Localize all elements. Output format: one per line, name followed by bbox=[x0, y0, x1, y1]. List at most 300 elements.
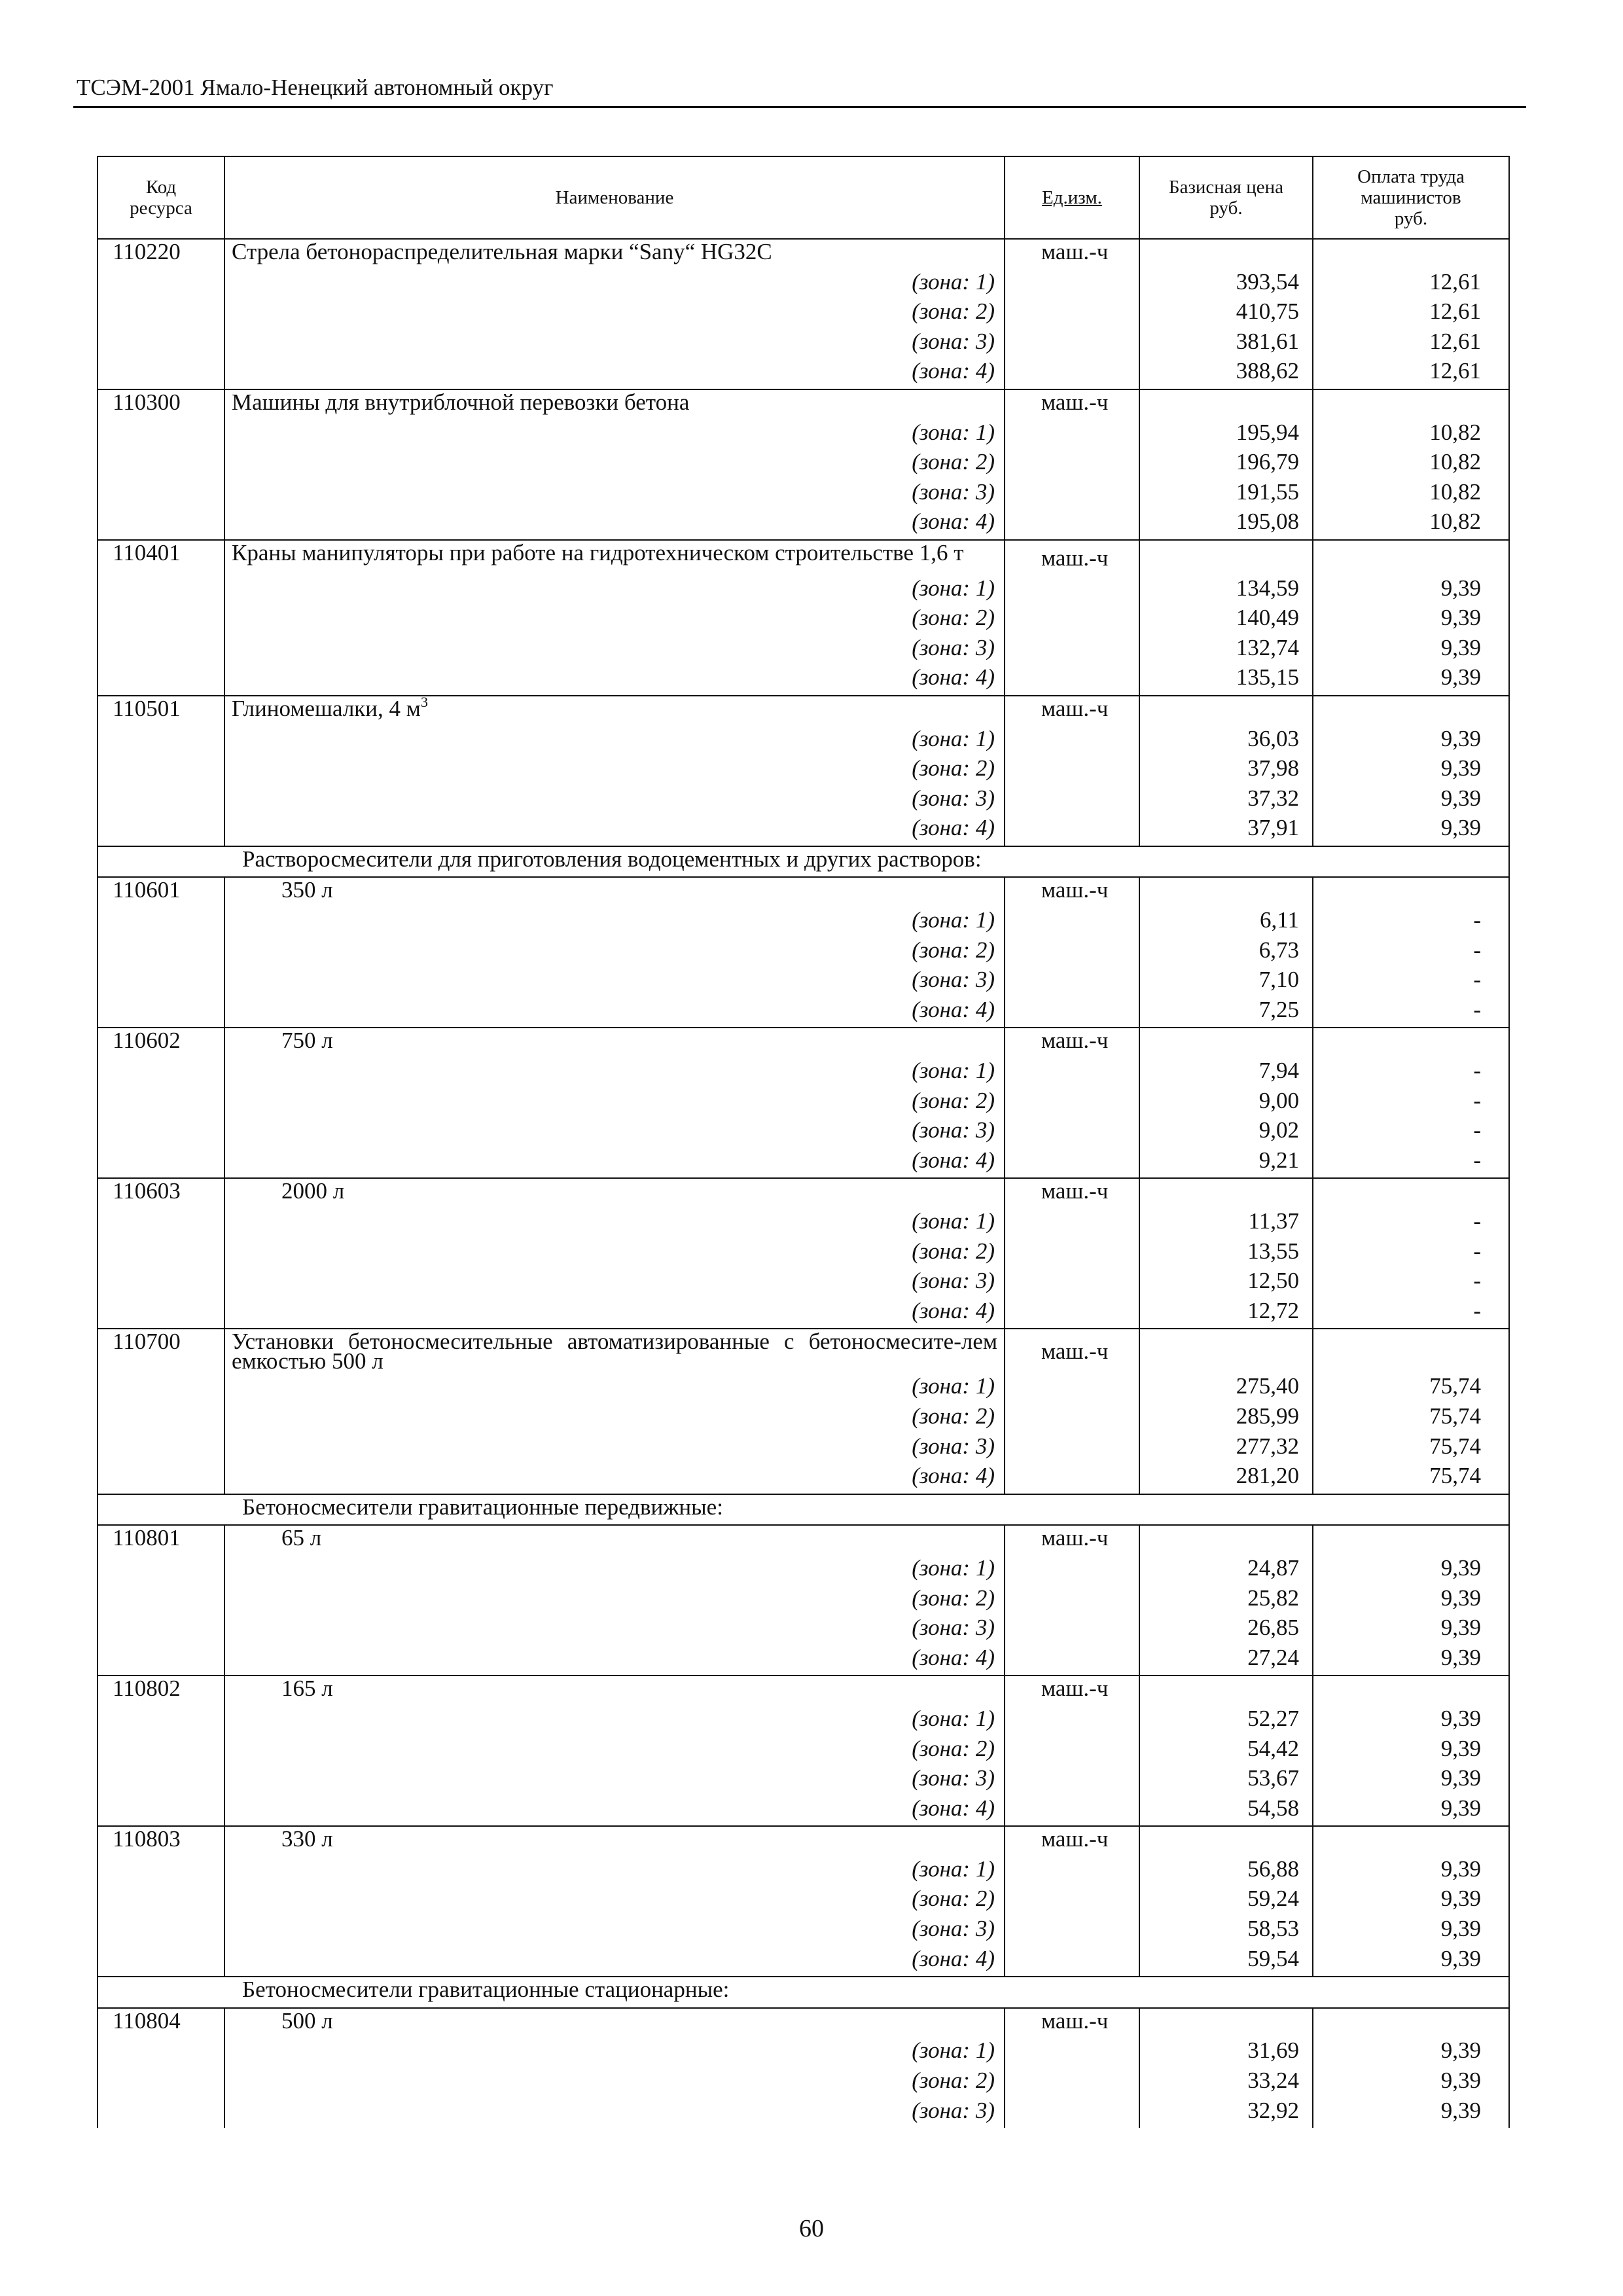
zone-code-empty bbox=[98, 270, 224, 300]
zone-row bbox=[98, 1916, 1509, 1946]
zone-base-price: 410,75 bbox=[1139, 299, 1313, 329]
zone-label: (зона: 3) bbox=[224, 1434, 1005, 1464]
zone-operator-pay: 9,39 bbox=[1313, 1706, 1509, 1736]
zone-operator-pay: 10,82 bbox=[1313, 450, 1509, 480]
resource-code: 110401 bbox=[98, 540, 224, 576]
zone-unit-empty bbox=[1005, 1374, 1139, 1404]
zone-label: (зона: 3) bbox=[224, 1615, 1005, 1645]
zone-label: (зона: 1) bbox=[224, 908, 1005, 938]
zone-unit-empty bbox=[1005, 450, 1139, 480]
resource-unit: маш.-ч bbox=[1005, 1525, 1139, 1556]
zone-unit-empty bbox=[1005, 1209, 1139, 1239]
group-heading: Бетоносмесители гравитационные стационарные: bbox=[98, 1977, 1509, 2008]
zone-unit-empty bbox=[1005, 605, 1139, 636]
zone-operator-pay: - bbox=[1313, 938, 1509, 968]
zone-operator-pay: 9,39 bbox=[1313, 1556, 1509, 1586]
zone-row bbox=[98, 908, 1509, 938]
zone-base-price: 33,24 bbox=[1139, 2068, 1313, 2098]
zone-base-price: 195,08 bbox=[1139, 509, 1313, 540]
zone-label: (зона: 2) bbox=[224, 1886, 1005, 1916]
zone-unit-empty bbox=[1005, 938, 1139, 968]
zone-unit-empty bbox=[1005, 1796, 1139, 1827]
zone-unit-empty bbox=[1005, 726, 1139, 757]
zone-operator-pay: - bbox=[1313, 997, 1509, 1028]
zone-label: (зона: 4) bbox=[224, 1148, 1005, 1179]
zone-base-price: 58,53 bbox=[1139, 1916, 1313, 1946]
resource-unit: маш.-ч bbox=[1005, 1676, 1139, 1706]
resource-price-empty bbox=[1139, 696, 1313, 726]
zone-unit-empty bbox=[1005, 1766, 1139, 1796]
zone-operator-pay: 75,74 bbox=[1313, 1463, 1509, 1494]
zone-code-empty bbox=[98, 329, 224, 359]
zone-row bbox=[98, 1148, 1509, 1179]
zone-unit-empty bbox=[1005, 967, 1139, 997]
resource-pay-empty bbox=[1313, 877, 1509, 908]
zone-unit-empty bbox=[1005, 420, 1139, 450]
zone-code-empty bbox=[98, 1916, 224, 1946]
zone-code-empty bbox=[98, 450, 224, 480]
zone-base-price: 37,91 bbox=[1139, 816, 1313, 846]
resource-row bbox=[98, 239, 1509, 270]
zone-code-empty bbox=[98, 1556, 224, 1586]
zone-code-empty bbox=[98, 420, 224, 450]
zone-label: (зона: 2) bbox=[224, 2068, 1005, 2098]
resource-name-text: Краны манипуляторы при работе на гидротехническом строительстве 1,6 т bbox=[232, 539, 964, 565]
group-heading-row bbox=[98, 1977, 1509, 2008]
resource-name-text: Установки бетоносмесительные автоматизированные с бетоносмесите-лем емкостью 500 л bbox=[232, 1329, 997, 1374]
zone-operator-pay: - bbox=[1313, 1118, 1509, 1148]
zone-label: (зона: 1) bbox=[224, 2038, 1005, 2068]
zone-row bbox=[98, 480, 1509, 510]
resource-unit: маш.-ч bbox=[1005, 1329, 1139, 1374]
zone-label: (зона: 1) bbox=[224, 1857, 1005, 1887]
zone-operator-pay: 9,39 bbox=[1313, 636, 1509, 666]
zone-row bbox=[98, 938, 1509, 968]
zone-operator-pay: 12,61 bbox=[1313, 329, 1509, 359]
resource-price-empty bbox=[1139, 1329, 1313, 1374]
resource-name-text: 65 л bbox=[281, 1525, 322, 1551]
zone-label: (зона: 1) bbox=[224, 1058, 1005, 1088]
zone-label: (зона: 4) bbox=[224, 509, 1005, 540]
zone-base-price: 32,92 bbox=[1139, 2098, 1313, 2128]
zone-code-empty bbox=[98, 816, 224, 846]
column-header-pay-line3: руб. bbox=[1394, 208, 1428, 229]
zone-row bbox=[98, 1706, 1509, 1736]
zone-row bbox=[98, 1088, 1509, 1119]
zone-label: (зона: 2) bbox=[224, 756, 1005, 786]
zone-label: (зона: 1) bbox=[224, 1374, 1005, 1404]
resource-unit: маш.-ч bbox=[1005, 389, 1139, 420]
zone-base-price: 135,15 bbox=[1139, 665, 1313, 696]
zone-code-empty bbox=[98, 1463, 224, 1494]
zone-label: (зона: 4) bbox=[224, 359, 1005, 389]
zone-label: (зона: 2) bbox=[224, 299, 1005, 329]
zone-code-empty bbox=[98, 1209, 224, 1239]
resource-row bbox=[98, 877, 1509, 908]
resource-code: 110603 bbox=[98, 1178, 224, 1209]
zone-unit-empty bbox=[1005, 1268, 1139, 1299]
zone-operator-pay: 75,74 bbox=[1313, 1404, 1509, 1434]
resource-name bbox=[224, 1178, 1005, 1209]
column-header-unit bbox=[1005, 156, 1139, 239]
zone-label: (зона: 4) bbox=[224, 1463, 1005, 1494]
zone-code-empty bbox=[98, 1766, 224, 1796]
resource-code: 110501 bbox=[98, 696, 224, 726]
resource-code: 110601 bbox=[98, 877, 224, 908]
zone-operator-pay: 9,39 bbox=[1313, 786, 1509, 816]
resource-unit: маш.-ч bbox=[1005, 1028, 1139, 1058]
resource-unit: маш.-ч bbox=[1005, 239, 1139, 270]
resource-unit: маш.-ч bbox=[1005, 540, 1139, 576]
zone-code-empty bbox=[98, 756, 224, 786]
zone-operator-pay: 9,39 bbox=[1313, 726, 1509, 757]
zone-operator-pay: 75,74 bbox=[1313, 1434, 1509, 1464]
zone-base-price: 54,58 bbox=[1139, 1796, 1313, 1827]
zone-code-empty bbox=[98, 1148, 224, 1179]
column-header-code bbox=[98, 156, 224, 239]
resource-name-text: 500 л bbox=[281, 2007, 333, 2034]
zone-operator-pay: 9,39 bbox=[1313, 1766, 1509, 1796]
zone-row bbox=[98, 1268, 1509, 1299]
resource-row bbox=[98, 1028, 1509, 1058]
zone-base-price: 7,25 bbox=[1139, 997, 1313, 1028]
zone-unit-empty bbox=[1005, 1586, 1139, 1616]
zone-unit-empty bbox=[1005, 1058, 1139, 1088]
zone-operator-pay: 9,39 bbox=[1313, 1886, 1509, 1916]
zone-label: (зона: 4) bbox=[224, 997, 1005, 1028]
zone-base-price: 9,00 bbox=[1139, 1088, 1313, 1119]
zone-code-empty bbox=[98, 997, 224, 1028]
zone-row bbox=[98, 816, 1509, 846]
zone-row bbox=[98, 1463, 1509, 1494]
zone-operator-pay: 9,39 bbox=[1313, 2098, 1509, 2128]
zone-row bbox=[98, 1434, 1509, 1464]
resource-name bbox=[224, 1028, 1005, 1058]
zone-row bbox=[98, 1586, 1509, 1616]
zone-unit-empty bbox=[1005, 786, 1139, 816]
resource-name bbox=[224, 239, 1005, 270]
zone-base-price: 37,98 bbox=[1139, 756, 1313, 786]
zone-row bbox=[98, 509, 1509, 540]
zone-row bbox=[98, 1615, 1509, 1645]
zone-code-empty bbox=[98, 1404, 224, 1434]
resource-row bbox=[98, 1525, 1509, 1556]
zone-code-empty bbox=[98, 1615, 224, 1645]
zone-operator-pay: - bbox=[1313, 1148, 1509, 1179]
zone-label: (зона: 1) bbox=[224, 420, 1005, 450]
zone-label: (зона: 3) bbox=[224, 1268, 1005, 1299]
zone-operator-pay: 9,39 bbox=[1313, 756, 1509, 786]
zone-unit-empty bbox=[1005, 359, 1139, 389]
zone-operator-pay: 9,39 bbox=[1313, 576, 1509, 606]
zone-unit-empty bbox=[1005, 270, 1139, 300]
zone-unit-empty bbox=[1005, 1434, 1139, 1464]
zone-unit-empty bbox=[1005, 299, 1139, 329]
column-header-name bbox=[224, 156, 1005, 239]
zone-operator-pay: 9,39 bbox=[1313, 1857, 1509, 1887]
column-header-price-line1: Базисная цена bbox=[1168, 177, 1284, 198]
zone-label: (зона: 2) bbox=[224, 450, 1005, 480]
zone-code-empty bbox=[98, 1088, 224, 1119]
zone-label: (зона: 3) bbox=[224, 786, 1005, 816]
zone-operator-pay: - bbox=[1313, 1058, 1509, 1088]
zone-label: (зона: 2) bbox=[224, 605, 1005, 636]
zone-base-price: 12,50 bbox=[1139, 1268, 1313, 1299]
zone-code-empty bbox=[98, 938, 224, 968]
zone-code-empty bbox=[98, 2068, 224, 2098]
zone-code-empty bbox=[98, 576, 224, 606]
zone-base-price: 6,73 bbox=[1139, 938, 1313, 968]
zone-base-price: 9,21 bbox=[1139, 1148, 1313, 1179]
zone-row bbox=[98, 2068, 1509, 2098]
resource-pay-empty bbox=[1313, 540, 1509, 576]
resource-code: 110602 bbox=[98, 1028, 224, 1058]
resource-pay-empty bbox=[1313, 389, 1509, 420]
zone-code-empty bbox=[98, 299, 224, 329]
zone-row bbox=[98, 786, 1509, 816]
zone-base-price: 31,69 bbox=[1139, 2038, 1313, 2068]
zone-unit-empty bbox=[1005, 1886, 1139, 1916]
zone-operator-pay: 9,39 bbox=[1313, 1916, 1509, 1946]
zone-row bbox=[98, 1886, 1509, 1916]
resource-pay-empty bbox=[1313, 2008, 1509, 2039]
zone-label: (зона: 3) bbox=[224, 1766, 1005, 1796]
zone-code-empty bbox=[98, 1118, 224, 1148]
resource-code: 110300 bbox=[98, 389, 224, 420]
resource-name-text: 350 л bbox=[281, 877, 333, 903]
resource-code: 110220 bbox=[98, 239, 224, 270]
resource-price-table bbox=[97, 156, 1510, 2128]
resource-name-text: 330 л bbox=[281, 1826, 333, 1852]
zone-base-price: 59,54 bbox=[1139, 1946, 1313, 1977]
zone-label: (зона: 3) bbox=[224, 1118, 1005, 1148]
page-header-title: ТСЭМ-2001 Ямало-Ненецкий автономный округ bbox=[77, 75, 554, 100]
resource-name bbox=[224, 693, 1005, 726]
zone-label: (зона: 3) bbox=[224, 1916, 1005, 1946]
zone-row bbox=[98, 270, 1509, 300]
resource-name bbox=[224, 1329, 1005, 1374]
zone-operator-pay: - bbox=[1313, 908, 1509, 938]
resource-price-empty bbox=[1139, 239, 1313, 270]
zone-base-price: 134,59 bbox=[1139, 576, 1313, 606]
zone-row bbox=[98, 1118, 1509, 1148]
resource-price-empty bbox=[1139, 1178, 1313, 1209]
zone-operator-pay: 10,82 bbox=[1313, 509, 1509, 540]
zone-unit-empty bbox=[1005, 756, 1139, 786]
resource-pay-empty bbox=[1313, 1028, 1509, 1058]
resource-name bbox=[224, 2008, 1005, 2039]
zone-base-price: 381,61 bbox=[1139, 329, 1313, 359]
column-header-unit-label: Ед.изм. bbox=[1042, 187, 1102, 208]
zone-row bbox=[98, 2098, 1509, 2128]
zone-unit-empty bbox=[1005, 1946, 1139, 1977]
zone-row bbox=[98, 1209, 1509, 1239]
zone-base-price: 24,87 bbox=[1139, 1556, 1313, 1586]
resource-name-text: 750 л bbox=[281, 1028, 333, 1054]
zone-base-price: 25,82 bbox=[1139, 1586, 1313, 1616]
zone-unit-empty bbox=[1005, 2038, 1139, 2068]
zone-code-empty bbox=[98, 1857, 224, 1887]
zone-operator-pay: 12,61 bbox=[1313, 299, 1509, 329]
zone-row bbox=[98, 359, 1509, 389]
zone-label: (зона: 3) bbox=[224, 480, 1005, 510]
resource-name bbox=[224, 1676, 1005, 1706]
zone-operator-pay: 9,39 bbox=[1313, 1796, 1509, 1827]
zone-code-empty bbox=[98, 1586, 224, 1616]
column-header-code-line1: Код bbox=[145, 177, 177, 198]
zone-row bbox=[98, 605, 1509, 636]
zone-row bbox=[98, 1645, 1509, 1676]
resource-code: 110700 bbox=[98, 1329, 224, 1374]
zone-operator-pay: - bbox=[1313, 1088, 1509, 1119]
zone-operator-pay: 9,39 bbox=[1313, 1645, 1509, 1676]
zone-operator-pay: - bbox=[1313, 967, 1509, 997]
resource-price-empty bbox=[1139, 1826, 1313, 1857]
zone-code-empty bbox=[98, 1268, 224, 1299]
resource-price-empty bbox=[1139, 877, 1313, 908]
table-header bbox=[98, 156, 1509, 239]
resource-unit: маш.-ч bbox=[1005, 877, 1139, 908]
zone-unit-empty bbox=[1005, 1118, 1139, 1148]
zone-base-price: 56,88 bbox=[1139, 1857, 1313, 1887]
zone-base-price: 6,11 bbox=[1139, 908, 1313, 938]
zone-code-empty bbox=[98, 1299, 224, 1329]
zone-unit-empty bbox=[1005, 1463, 1139, 1494]
zone-code-empty bbox=[98, 605, 224, 636]
resource-name bbox=[224, 877, 1005, 908]
resource-price-empty bbox=[1139, 1676, 1313, 1706]
zone-row bbox=[98, 1374, 1509, 1404]
zone-operator-pay: 9,39 bbox=[1313, 2068, 1509, 2098]
resource-price-empty bbox=[1139, 1525, 1313, 1556]
zone-code-empty bbox=[98, 786, 224, 816]
zone-base-price: 140,49 bbox=[1139, 605, 1313, 636]
zone-operator-pay: 12,61 bbox=[1313, 270, 1509, 300]
group-heading: Бетоносмесители гравитационные передвижные: bbox=[98, 1494, 1509, 1526]
resource-code: 110803 bbox=[98, 1826, 224, 1857]
zone-code-empty bbox=[98, 1239, 224, 1269]
zone-row bbox=[98, 665, 1509, 696]
zone-unit-empty bbox=[1005, 1404, 1139, 1434]
resource-name-text: Глиномешалки, 4 м bbox=[232, 695, 421, 721]
zone-label: (зона: 2) bbox=[224, 1736, 1005, 1767]
zone-base-price: 12,72 bbox=[1139, 1299, 1313, 1329]
resource-unit: маш.-ч bbox=[1005, 696, 1139, 726]
zone-row bbox=[98, 636, 1509, 666]
zone-unit-empty bbox=[1005, 1299, 1139, 1329]
zone-label: (зона: 2) bbox=[224, 1088, 1005, 1119]
resource-code: 110804 bbox=[98, 2008, 224, 2039]
zone-operator-pay: 9,39 bbox=[1313, 1586, 1509, 1616]
zone-code-empty bbox=[98, 1796, 224, 1827]
zone-unit-empty bbox=[1005, 1556, 1139, 1586]
resource-price-empty bbox=[1139, 2008, 1313, 2039]
zone-unit-empty bbox=[1005, 908, 1139, 938]
zone-base-price: 53,67 bbox=[1139, 1766, 1313, 1796]
zone-unit-empty bbox=[1005, 2068, 1139, 2098]
resource-row bbox=[98, 1178, 1509, 1209]
header-divider bbox=[73, 106, 1526, 108]
resource-unit: маш.-ч bbox=[1005, 2008, 1139, 2039]
zone-base-price: 11,37 bbox=[1139, 1209, 1313, 1239]
zone-row bbox=[98, 1946, 1509, 1977]
zone-row bbox=[98, 2038, 1509, 2068]
zone-row bbox=[98, 1736, 1509, 1767]
resource-name-text: Стрела бетонораспределительная марки “Sany“ HG32C bbox=[232, 239, 772, 264]
column-header-operator-pay bbox=[1313, 156, 1509, 239]
zone-base-price: 277,32 bbox=[1139, 1434, 1313, 1464]
resource-row bbox=[98, 389, 1509, 420]
zone-unit-empty bbox=[1005, 997, 1139, 1028]
zone-row bbox=[98, 1556, 1509, 1586]
zone-operator-pay: 9,39 bbox=[1313, 1736, 1509, 1767]
column-header-pay-line2: машинистов bbox=[1361, 187, 1461, 208]
zone-row bbox=[98, 1299, 1509, 1329]
zone-label: (зона: 4) bbox=[224, 816, 1005, 846]
resource-pay-empty bbox=[1313, 1329, 1509, 1374]
zone-unit-empty bbox=[1005, 636, 1139, 666]
page-number: 60 bbox=[799, 2215, 824, 2242]
resource-code: 110802 bbox=[98, 1676, 224, 1706]
resource-name-text: 165 л bbox=[281, 1676, 333, 1702]
zone-code-empty bbox=[98, 1736, 224, 1767]
zone-base-price: 37,32 bbox=[1139, 786, 1313, 816]
zone-code-empty bbox=[98, 480, 224, 510]
resource-price-table-container bbox=[97, 156, 1508, 2128]
resource-name-text: Машины для внутриблочной перевозки бетона bbox=[232, 389, 690, 415]
zone-label: (зона: 4) bbox=[224, 665, 1005, 696]
resource-pay-empty bbox=[1313, 1676, 1509, 1706]
zone-base-price: 36,03 bbox=[1139, 726, 1313, 757]
zone-code-empty bbox=[98, 359, 224, 389]
zone-unit-empty bbox=[1005, 1916, 1139, 1946]
group-heading: Растворосмесители для приготовления водоцементных и других растворов: bbox=[98, 846, 1509, 878]
zone-base-price: 52,27 bbox=[1139, 1706, 1313, 1736]
zone-unit-empty bbox=[1005, 509, 1139, 540]
zone-code-empty bbox=[98, 1946, 224, 1977]
zone-unit-empty bbox=[1005, 1239, 1139, 1269]
zone-unit-empty bbox=[1005, 1088, 1139, 1119]
zone-code-empty bbox=[98, 2038, 224, 2068]
zone-code-empty bbox=[98, 665, 224, 696]
zone-code-empty bbox=[98, 726, 224, 757]
resource-pay-empty bbox=[1313, 696, 1509, 726]
zone-unit-empty bbox=[1005, 576, 1139, 606]
zone-label: (зона: 2) bbox=[224, 1586, 1005, 1616]
zone-label: (зона: 1) bbox=[224, 576, 1005, 606]
zone-unit-empty bbox=[1005, 665, 1139, 696]
zone-code-empty bbox=[98, 1706, 224, 1736]
zone-operator-pay: 9,39 bbox=[1313, 605, 1509, 636]
zone-label: (зона: 4) bbox=[224, 1645, 1005, 1676]
resource-name-text: 2000 л bbox=[281, 1178, 345, 1204]
column-header-code-line2: ресурса bbox=[130, 198, 192, 219]
zone-base-price: 132,74 bbox=[1139, 636, 1313, 666]
zone-base-price: 26,85 bbox=[1139, 1615, 1313, 1645]
zone-operator-pay: 9,39 bbox=[1313, 816, 1509, 846]
zone-row bbox=[98, 450, 1509, 480]
resource-row bbox=[98, 1676, 1509, 1706]
zone-code-empty bbox=[98, 1886, 224, 1916]
zone-base-price: 275,40 bbox=[1139, 1374, 1313, 1404]
zone-code-empty bbox=[98, 908, 224, 938]
zone-row bbox=[98, 967, 1509, 997]
resource-price-empty bbox=[1139, 540, 1313, 576]
zone-code-empty bbox=[98, 636, 224, 666]
resource-row bbox=[98, 1826, 1509, 1857]
zone-base-price: 9,02 bbox=[1139, 1118, 1313, 1148]
zone-label: (зона: 4) bbox=[224, 1946, 1005, 1977]
